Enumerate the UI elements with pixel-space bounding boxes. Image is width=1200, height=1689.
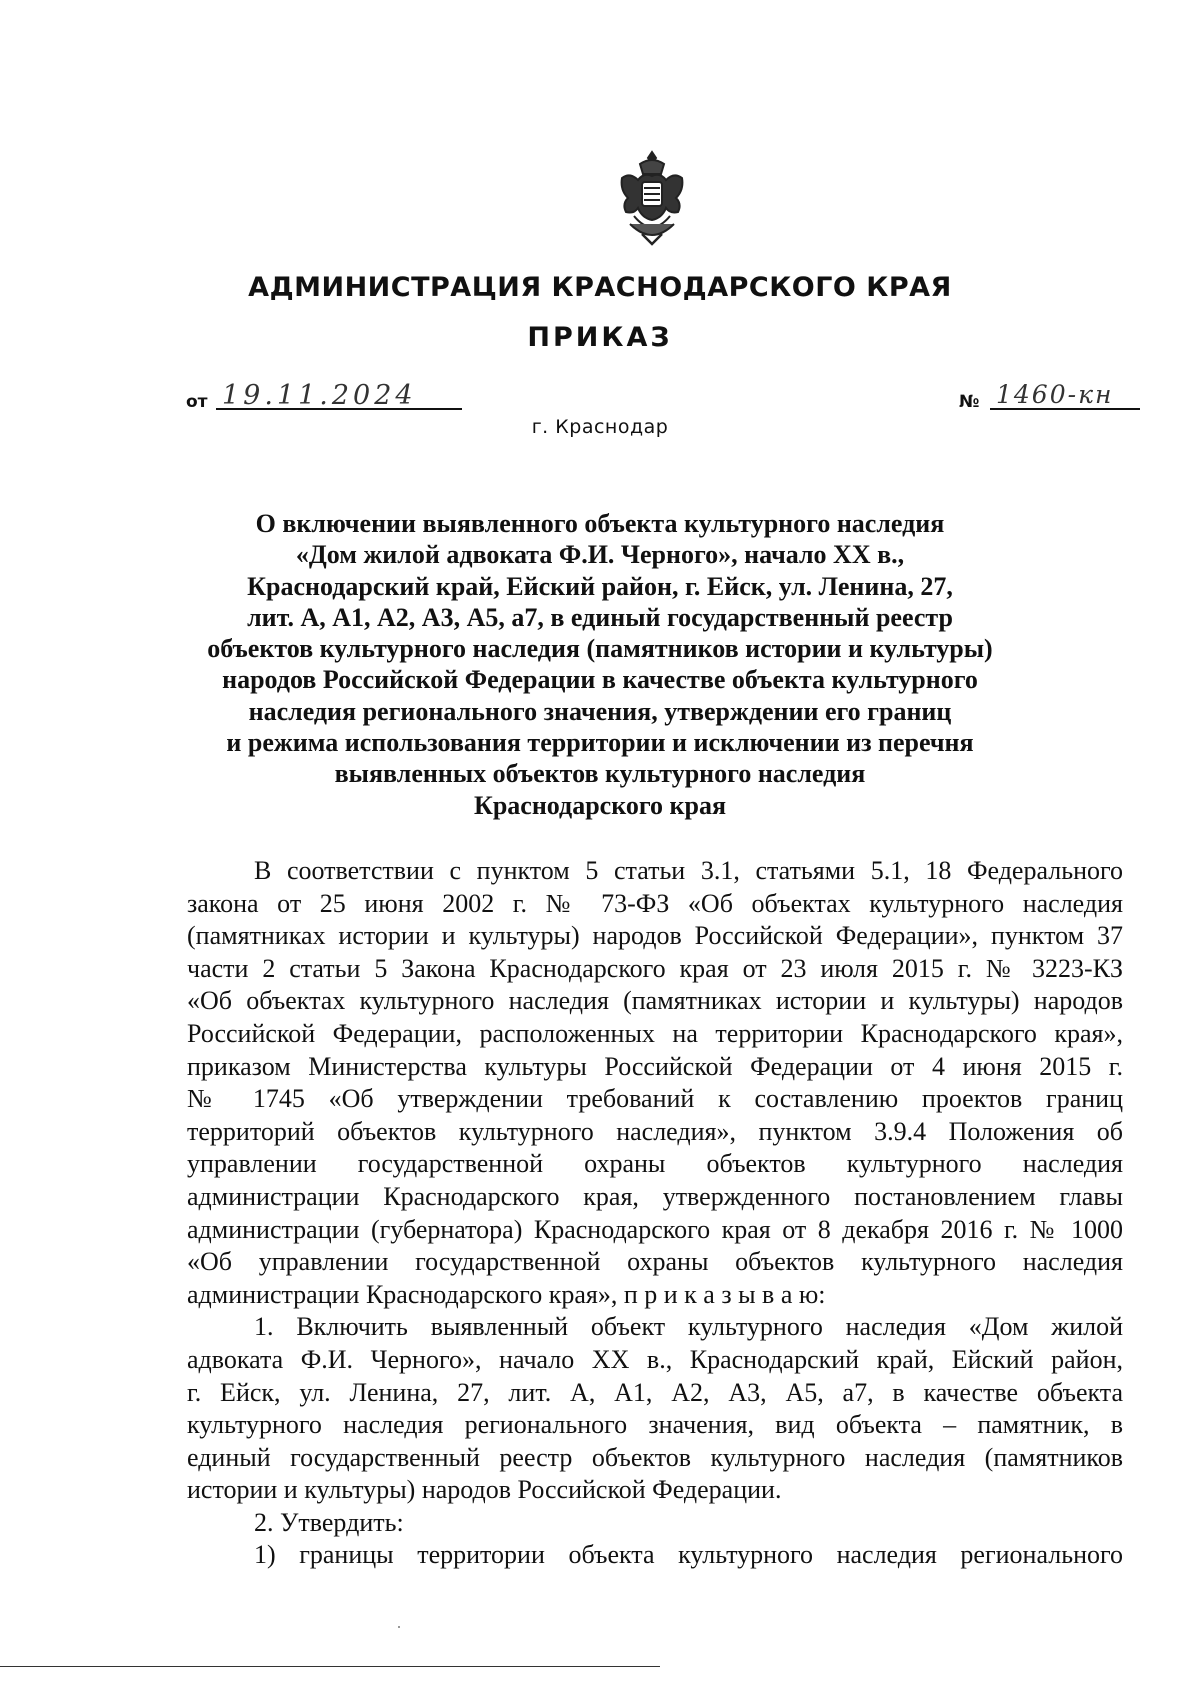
document-type-title: ПРИКАЗ bbox=[527, 322, 673, 353]
body-line: «Об объектах культурного наследия (памятниках истории и культуры) народов bbox=[187, 986, 1123, 1016]
body-line: Российской Федерации, расположенных на территории Краснодарского края», bbox=[187, 1018, 1123, 1048]
number-label: № bbox=[959, 392, 980, 412]
body-line: культурного наследия регионального значения, вид объекта – памятник, в bbox=[187, 1410, 1123, 1440]
subject-line: наследия регионального значения, утверждении его границ bbox=[248, 696, 952, 726]
body-line: В соответствии с пунктом 5 статьи 3.1, статьями 5.1, 18 Федерального bbox=[254, 856, 1123, 885]
body-line: 1) границы территории объекта культурного наследия регионального bbox=[254, 1540, 1123, 1570]
subject-line: выявленных объектов культурного наследия bbox=[334, 759, 866, 789]
body-line: адвоката Ф.И. Черного», начало XX в., Краснодарский край, Ейский район, bbox=[187, 1344, 1123, 1374]
coat-of-arms-icon bbox=[614, 148, 690, 248]
body-line: истории и культуры) народов Российской Федерации. bbox=[187, 1475, 782, 1505]
order-subject-heading bbox=[190, 508, 1010, 821]
body-line: № 1745 «Об утверждении требований к составлению проектов границ bbox=[187, 1084, 1123, 1114]
subject-line: «Дом жилой адвоката Ф.И. Черного», начало XX в., bbox=[295, 540, 905, 570]
body-line: 1. Включить выявленный объект культурного наследия «Дом жилой bbox=[254, 1312, 1123, 1342]
body-line: администрации (губернатора) Краснодарского края от 8 декабря 2016 г. № 1000 bbox=[187, 1214, 1123, 1244]
body-line: г. Ейск, ул. Ленина, 27, лит. А, А1, А2, А3, А5, а7, в качестве объекта bbox=[187, 1377, 1123, 1407]
body-line: приказом Министерства культуры Российской Федерации от 4 июня 2015 г. bbox=[187, 1051, 1123, 1081]
number-value-handwritten: 1460-кн bbox=[996, 380, 1114, 409]
organization-title: АДМИНИСТРАЦИЯ КРАСНОДАРСКОГО КРАЯ bbox=[248, 272, 952, 303]
subject-line: объектов культурного наследия (памятников истории и культуры) bbox=[207, 634, 993, 664]
subject-line: лит. А, А1, А2, А3, А5, а7, в единый государственный реестр bbox=[247, 602, 953, 632]
body-line: администрации Краснодарского края», п р и к а з ы в а ю: bbox=[187, 1279, 826, 1309]
subject-line: народов Российской Федерации в качестве объекта культурного bbox=[222, 665, 978, 695]
body-line: «Об управлении государственной охраны объектов культурного наследия bbox=[187, 1247, 1123, 1277]
body-line: управлении государственной охраны объектов культурного наследия bbox=[187, 1149, 1123, 1179]
footer-rule bbox=[0, 1666, 660, 1667]
subject-line: Краснодарский край, Ейский район, г. Ейск, ул. Ленина, 27, bbox=[247, 571, 953, 601]
body-line: части 2 статьи 5 Закона Краснодарского края от 23 июля 2015 г. № 3223-КЗ bbox=[187, 953, 1123, 983]
scan-speck bbox=[398, 1626, 400, 1628]
body-line: 2. Утвердить: bbox=[254, 1507, 404, 1537]
body-line: администрации Краснодарского края, утвержденного постановлением главы bbox=[187, 1181, 1123, 1211]
date-label: от bbox=[186, 392, 208, 412]
body-line: (памятниках истории и культуры) народов Российской Федерации», пунктом 37 bbox=[187, 921, 1123, 951]
body-line: закона от 25 июня 2002 г. № 73-ФЗ «Об объектах культурного наследия bbox=[187, 888, 1123, 918]
subject-line: Краснодарского края bbox=[473, 790, 727, 820]
body-line: территорий объектов культурного наследия», пунктом 3.9.4 Положения об bbox=[187, 1116, 1123, 1146]
order-body-text bbox=[187, 855, 1123, 1572]
date-value-handwritten: 19.11.2024 bbox=[222, 380, 417, 411]
subject-line: О включении выявленного объекта культурного наследия bbox=[255, 509, 945, 538]
body-line: единый государственный реестр объектов культурного наследия (памятников bbox=[187, 1442, 1123, 1472]
subject-line: и режима использования территории и исключении из перечня bbox=[226, 728, 974, 758]
city-line: г. Краснодар bbox=[531, 416, 669, 438]
